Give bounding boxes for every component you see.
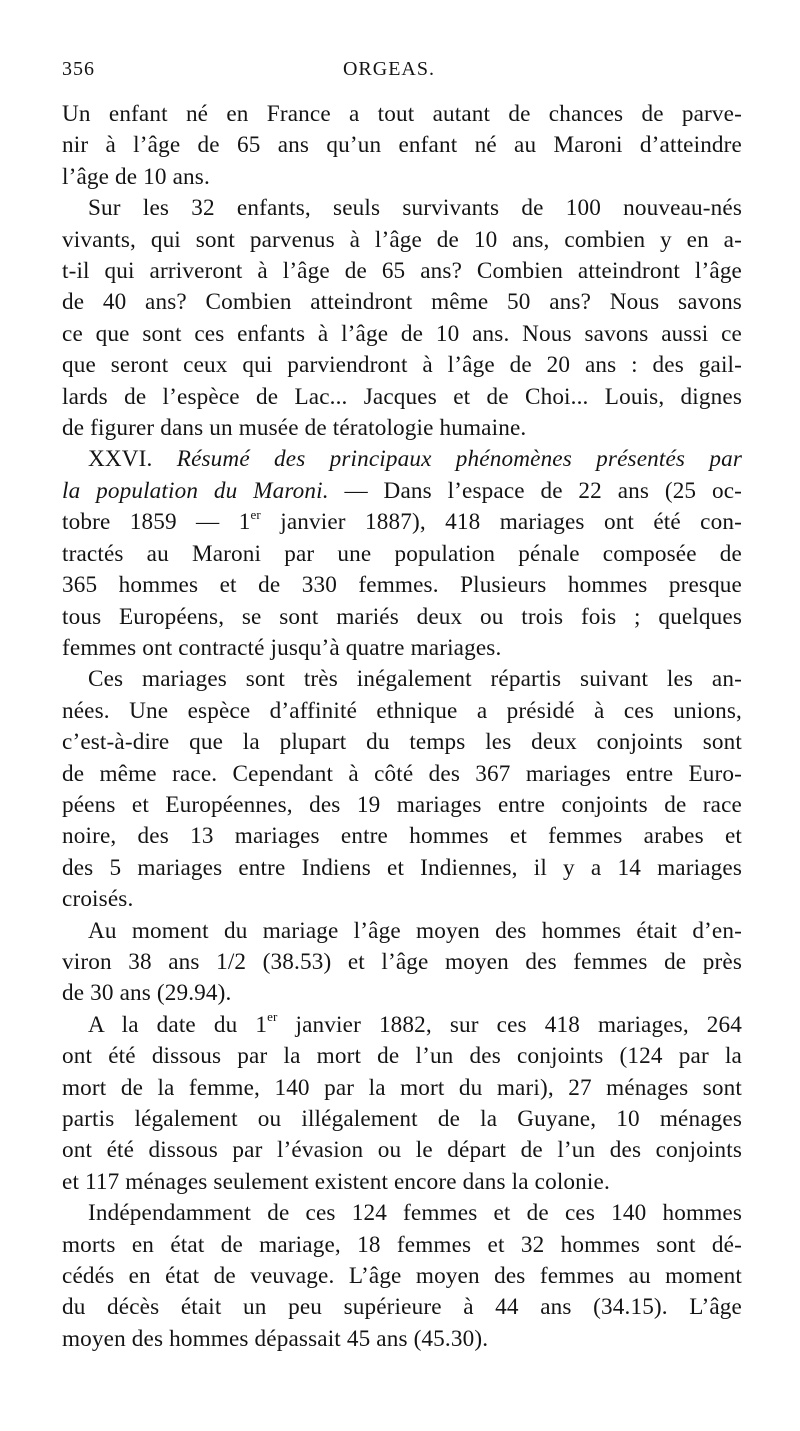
page-number: 356 <box>62 58 95 80</box>
text-line: t-il qui arriveront à l’âge de 65 ans? Combien atteindront l’âge <box>62 258 742 285</box>
text-line: A la date du 1er janvier 1882, sur ces 418 mariages, 264 <box>88 1009 743 1038</box>
text-line: tous Européens, se sont mariés deux ou trois fois ; quelques <box>62 603 742 630</box>
text-line: noire, des 13 mariages entre hommes et femmes arabes et <box>62 823 742 850</box>
text-line: ont été dissous par la mort de l’un des conjoints (124 par la <box>62 1043 742 1070</box>
text-line: mort de la femme, 140 par la mort du mari), 27 ménages sont <box>62 1074 742 1101</box>
text-line: Au moment du mariage l’âge moyen des hommes était d’en- <box>88 917 742 944</box>
text-line: et 117 ménages seulement existent encore dans la colonie. <box>62 1168 610 1195</box>
text-line: nir à l’âge de 65 ans qu’un enfant né au Maroni d’atteindre <box>62 132 742 159</box>
text-line: Un enfant né en France a tout autant de chances de parve- <box>62 101 742 127</box>
text-line: que seront ceux qui parviendront à l’âge de 20 ans : des gail- <box>62 352 742 379</box>
text-line: partis légalement ou illégalement de la Guyane, 10 ménages <box>62 1106 742 1132</box>
text-line: c’est-à-dire que la plupart du temps les deux conjoints sont <box>62 729 742 756</box>
text-line: des 5 mariages entre Indiens et Indiennes, il y a 14 mariages <box>62 854 742 881</box>
text-line: du décès était un peu supérieure à 44 ans (34.15). L’âge <box>62 1294 742 1321</box>
text-line: de figurer dans un musée de tératologie humaine. <box>62 415 527 442</box>
text-line: ont été dissous par l’évasion ou le départ de l’un des conjoints <box>62 1137 742 1164</box>
text-line: viron 38 ans 1/2 (38.53) et l’âge moyen des femmes de près <box>62 948 742 975</box>
text-line: tobre 1859 — 1er janvier 1887), 418 mariages ont été con- <box>62 506 742 536</box>
text-line: tractés au Maroni par une population pénale composée de <box>62 540 742 567</box>
text-line: Ces mariages sont très inégalement répartis suivant les an- <box>88 666 742 693</box>
text-line: de même race. Cependant à côté des 367 mariages entre Euro- <box>62 760 742 787</box>
text-line: de 40 ans? Combien atteindront même 50 ans? Nous savons <box>62 289 742 316</box>
text-line: XXVI. Résumé des principaux phénomènes présentés par <box>88 446 742 473</box>
text-line: croisés. <box>62 886 134 913</box>
text-line: vivants, qui sont parvenus à l’âge de 10 ans, combien y en a- <box>62 226 742 253</box>
text-line: moyen des hommes dépassait 45 ans (45.30). <box>62 1325 489 1352</box>
text-line: morts en état de mariage, 18 femmes et 32 hommes sont dé- <box>62 1231 742 1258</box>
text-line: 365 hommes et de 330 femmes. Plusieurs hommes presque <box>62 572 742 599</box>
text-line: ce que sont ces enfants à l’âge de 10 ans. Nous savons aussi ce <box>62 320 742 347</box>
running-title: ORGEAS. <box>342 58 435 80</box>
text-line: de 30 ans (29.94). <box>62 980 232 1007</box>
body-text <box>62 99 742 1355</box>
text-line: l’âge de 10 ans. <box>62 163 210 190</box>
text-line: Sur les 32 enfants, seuls survivants de 100 nouveau-nés <box>88 195 742 222</box>
text-line: Indépendamment de ces 124 femmes et de ces 140 hommes <box>88 1200 742 1227</box>
page-header <box>62 58 742 88</box>
text-line: la population du Maroni. — Dans l’espace de 22 ans (25 oc- <box>62 477 743 504</box>
text-line: lards de l’espèce de Lac... Jacques et de Choi... Louis, dignes <box>62 383 742 410</box>
text-line: femmes ont contracté jusqu’à quatre mariages. <box>62 634 502 661</box>
text-line: cédés en état de veuvage. L’âge moyen des femmes au moment <box>62 1263 742 1290</box>
text-line: péens et Européennes, des 19 mariages entre conjoints de race <box>62 791 742 818</box>
text-line: nées. Une espèce d’affinité ethnique a présidé à ces unions, <box>62 697 742 724</box>
